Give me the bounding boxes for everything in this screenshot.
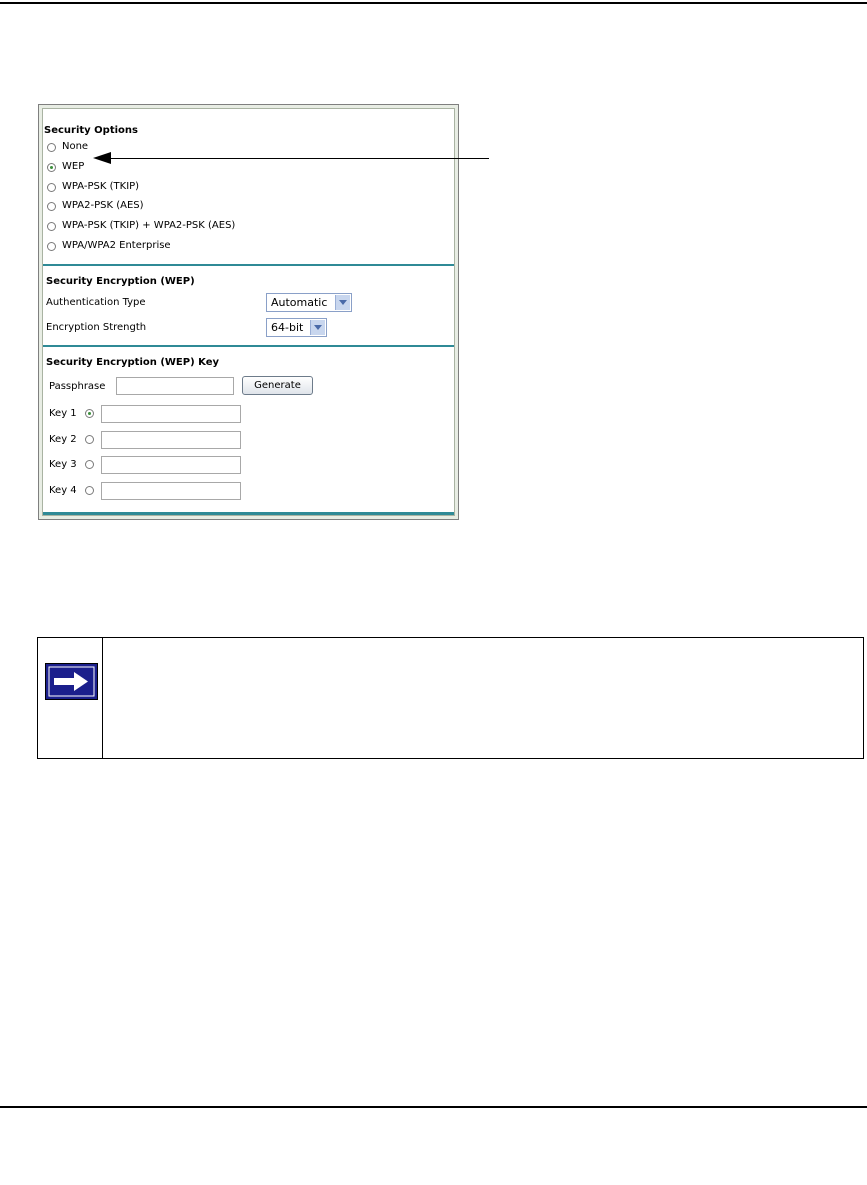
key-4-radio[interactable] (85, 486, 94, 495)
radio-wpa-wpa2-enterprise[interactable] (47, 242, 56, 251)
callout-line (108, 158, 489, 159)
passphrase-input[interactable] (116, 377, 234, 395)
arrow-right-icon (45, 663, 98, 700)
wep-key-heading: Security Encryption (WEP) Key (46, 357, 220, 368)
key-1-label: Key 1 (49, 408, 77, 419)
key-2-label: Key 2 (49, 434, 77, 445)
top-rule (0, 2, 867, 4)
key-1-input[interactable] (101, 405, 241, 423)
encryption-strength-select[interactable] (266, 318, 327, 337)
option-label-wpa-psk-tkip: WPA-PSK (TKIP) (62, 181, 140, 192)
key-2-input[interactable] (101, 431, 241, 449)
note-box (37, 637, 864, 759)
option-label-wpa-wpa2-mixed: WPA-PSK (TKIP) + WPA2-PSK (AES) (62, 220, 236, 231)
radio-none[interactable] (47, 143, 56, 152)
option-label-wep: WEP (62, 161, 85, 172)
encryption-strength-value: 64-bit (271, 321, 304, 334)
key-4-label: Key 4 (49, 485, 77, 496)
authentication-type-label: Authentication Type (46, 297, 146, 308)
key-2-radio[interactable] (85, 435, 94, 444)
option-label-wpa2-psk-aes: WPA2-PSK (AES) (62, 200, 144, 211)
chevron-down-icon (310, 320, 325, 335)
radio-wpa2-psk-aes[interactable] (47, 202, 56, 211)
arrow-right-glyph (46, 664, 97, 699)
radio-wpa-wpa2-mixed[interactable] (47, 222, 56, 231)
bottom-rule (0, 1106, 867, 1108)
option-label-wpa-wpa2-enterprise: WPA/WPA2 Enterprise (62, 240, 171, 251)
chevron-down-icon (335, 295, 350, 310)
option-label-none: None (62, 141, 89, 152)
key-1-radio[interactable] (85, 409, 94, 418)
pointer-arrow-icon (93, 152, 111, 164)
key-3-label: Key 3 (49, 459, 77, 470)
key-4-input[interactable] (101, 482, 241, 500)
radio-wpa-psk-tkip[interactable] (47, 183, 56, 192)
generate-button[interactable]: Generate (242, 376, 313, 395)
security-options-heading: Security Options (44, 125, 138, 136)
section-divider (43, 264, 454, 266)
note-divider (102, 638, 103, 758)
authentication-type-value: Automatic (271, 296, 328, 309)
encryption-heading: Security Encryption (WEP) (46, 276, 195, 287)
key-3-radio[interactable] (85, 460, 94, 469)
radio-wep[interactable] (47, 163, 56, 172)
authentication-type-select[interactable] (266, 293, 352, 312)
panel-bottom-bar (43, 512, 454, 515)
panel-content (42, 108, 455, 516)
section-divider (43, 345, 454, 347)
encryption-strength-label: Encryption Strength (46, 322, 147, 333)
key-3-input[interactable] (101, 456, 241, 474)
passphrase-label: Passphrase (49, 381, 106, 392)
wireless-security-panel (38, 104, 459, 520)
